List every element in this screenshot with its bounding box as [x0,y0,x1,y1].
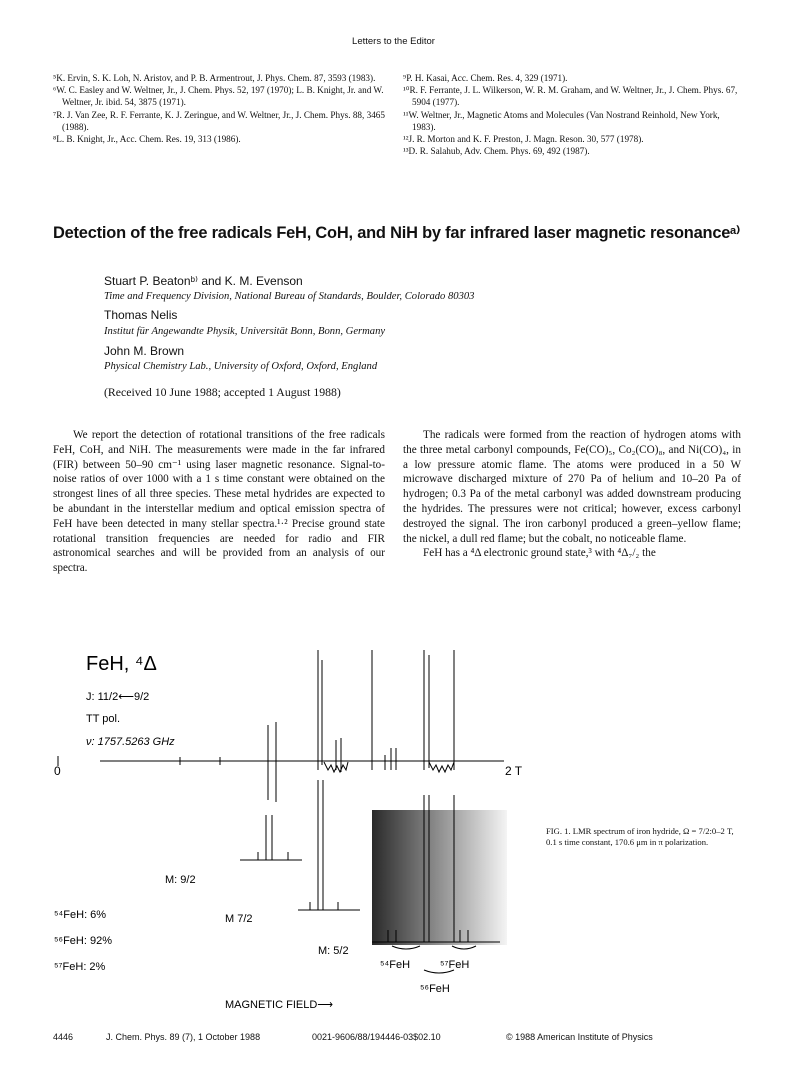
abundance-label: ⁵⁴FeH: 6% [54,909,107,921]
axis-end-label: 2 T [505,764,523,778]
m-label: M: 5/2 [318,945,349,957]
x-axis-label: MAGNETIC FIELD⟶ [225,999,334,1011]
bracket [392,946,420,949]
reference: ⁷R. J. Van Zee, R. F. Ferrante, K. J. Zeringue, and W. Weltner, Jr., J. Chem. Phys. 88, 3465 (1988). [53,109,385,132]
m-label: M 7/2 [225,913,253,925]
reference: ¹⁰R. F. Ferrante, J. L. Wilkerson, W. R. M. Graham, and W. Weltner, Jr., J. Chem. Phys. 67, 5904 (1977). [403,85,738,108]
running-head: Letters to the Editor [352,36,435,47]
author-line: John M. Brown [104,344,185,358]
abundance-label: ⁵⁷FeH: 2% [54,961,106,973]
author-line: Thomas Nelis [104,308,178,322]
reference: ¹²J. R. Morton and K. F. Preston, J. Magn. Reson. 30, 577 (1978). [403,134,644,145]
body-column-right [403,428,741,561]
isotope-label: ⁵⁴FeH [380,959,411,971]
references-right [403,72,741,157]
isotope-label: ⁵⁷FeH [440,959,470,971]
affiliation: Physical Chemistry Lab., University of Oxford, Oxford, England [104,361,378,372]
paragraph: FeH has a ⁴Δ electronic ground state,³ with ⁴Δ₇/₂ the [423,547,656,560]
reference: ⁹P. H. Kasai, Acc. Chem. Res. 4, 329 (1971). [403,73,568,83]
j-transition-label: J: 11/2⟵9/2 [86,691,150,703]
body-column-left [53,428,385,576]
author-line: Stuart P. Beatonᵇ⁾ and K. M. Evenson [104,274,303,288]
article-title: Detection of the free radicals FeH, CoH, and NiH by far infrared laser magnetic resonanceᵃ⁾ [53,224,740,242]
reference: ¹¹W. Weltner, Jr., Magnetic Atoms and Molecules (Van Nostrand Reinhold, New York, 1983). [403,109,720,132]
lmr-spectrum-figure [40,630,523,1020]
noise-segment [429,762,454,772]
journal-citation: J. Chem. Phys. 89 (7), 1 October 1988 [106,1032,261,1042]
copyright: © 1988 American Institute of Physics [506,1032,653,1042]
affiliation: Institut für Angewandte Physik, Universität Bonn, Bonn, Germany [104,326,386,337]
references-left [53,72,388,145]
frequency-label: ν: 1757.5263 GHz [86,736,175,748]
bracket [452,946,476,949]
paragraph: We report the detection of rotational transitions of the free radicals FeH, CoH, and NiH. The measurements were made in the far infrared (FIR) between 50–90 cm⁻¹ using laser magnetic resonance. Signal-to-noise ratios of over 1000 with a 1 s time constant were obtained on the strongest lines of all three species. These metal hydrides are expected to be abundant in the interstellar medium and optical emission spectra of FeH have been detected in many stellar spectra.¹·² Precise ground state rotational transition frequencies are needed for radio and FIR astronomical searches and will be provided from an analysis of our spectra. [53,429,385,575]
affiliation: Time and Frequency Division, National Bureau of Standards, Boulder, Colorado 80303 [104,291,475,302]
paragraph: The radicals were formed from the reaction of hydrogen atoms with the three metal carbonyl compounds, Fe(CO)₅, Co₂(CO)₈, and Ni(CO)₄, in a low pressure atomic flame. The atoms were produced in a 50 W microwave discharged mixture of 270 Pa of helium and 10–20 Pa of hydrogen; 0.3 Pa of the metal carbonyl was added downstream producing the hydrides. The pressures were not critical; however, excess carbonyl destroyed the signal. The iron carbonyl produced a green–yellow flame; the nickel, a dull red flame; but the cobalt, no noticeable flame. [403,429,741,545]
article-code: 0021-9606/88/194446-03$02.10 [312,1032,441,1042]
abundance-label: ⁵⁶FeH: 92% [54,935,112,947]
reference: ⁸L. B. Knight, Jr., Acc. Chem. Res. 19, 313 (1986). [53,134,241,145]
polarization-label: TT pol. [86,713,121,725]
page-number: 4446 [53,1032,74,1042]
m-label: M: 9/2 [165,874,196,886]
reference: ¹³D. R. Salahub, Adv. Chem. Phys. 69, 492 (1987). [403,146,590,157]
reference: ⁵K. Ervin, S. K. Loh, N. Aristov, and P. B. Armentrout, J. Phys. Chem. 87, 3593 (1983). [53,73,376,83]
axis-start-label: 0 [54,764,61,778]
figure-caption: FIG. 1. LMR spectrum of iron hydride, Ω = 7/2:0–2 T, 0.1 s time constant, 170.6 μm in π polarization. [546,826,734,848]
isotope-label: ⁵⁶FeH [420,983,450,995]
reference: ⁶W. C. Easley and W. Weltner, Jr., J. Chem. Phys. 52, 197 (1970); L. B. Knight, Jr. and W. Weltner, Jr. ibid. 54, 3875 (1971). [53,85,384,108]
species-label: FeH, ⁴Δ [86,653,157,675]
received-date: (Received 10 June 1988; accepted 1 August 1988) [104,385,341,399]
shaded-region [372,810,507,945]
